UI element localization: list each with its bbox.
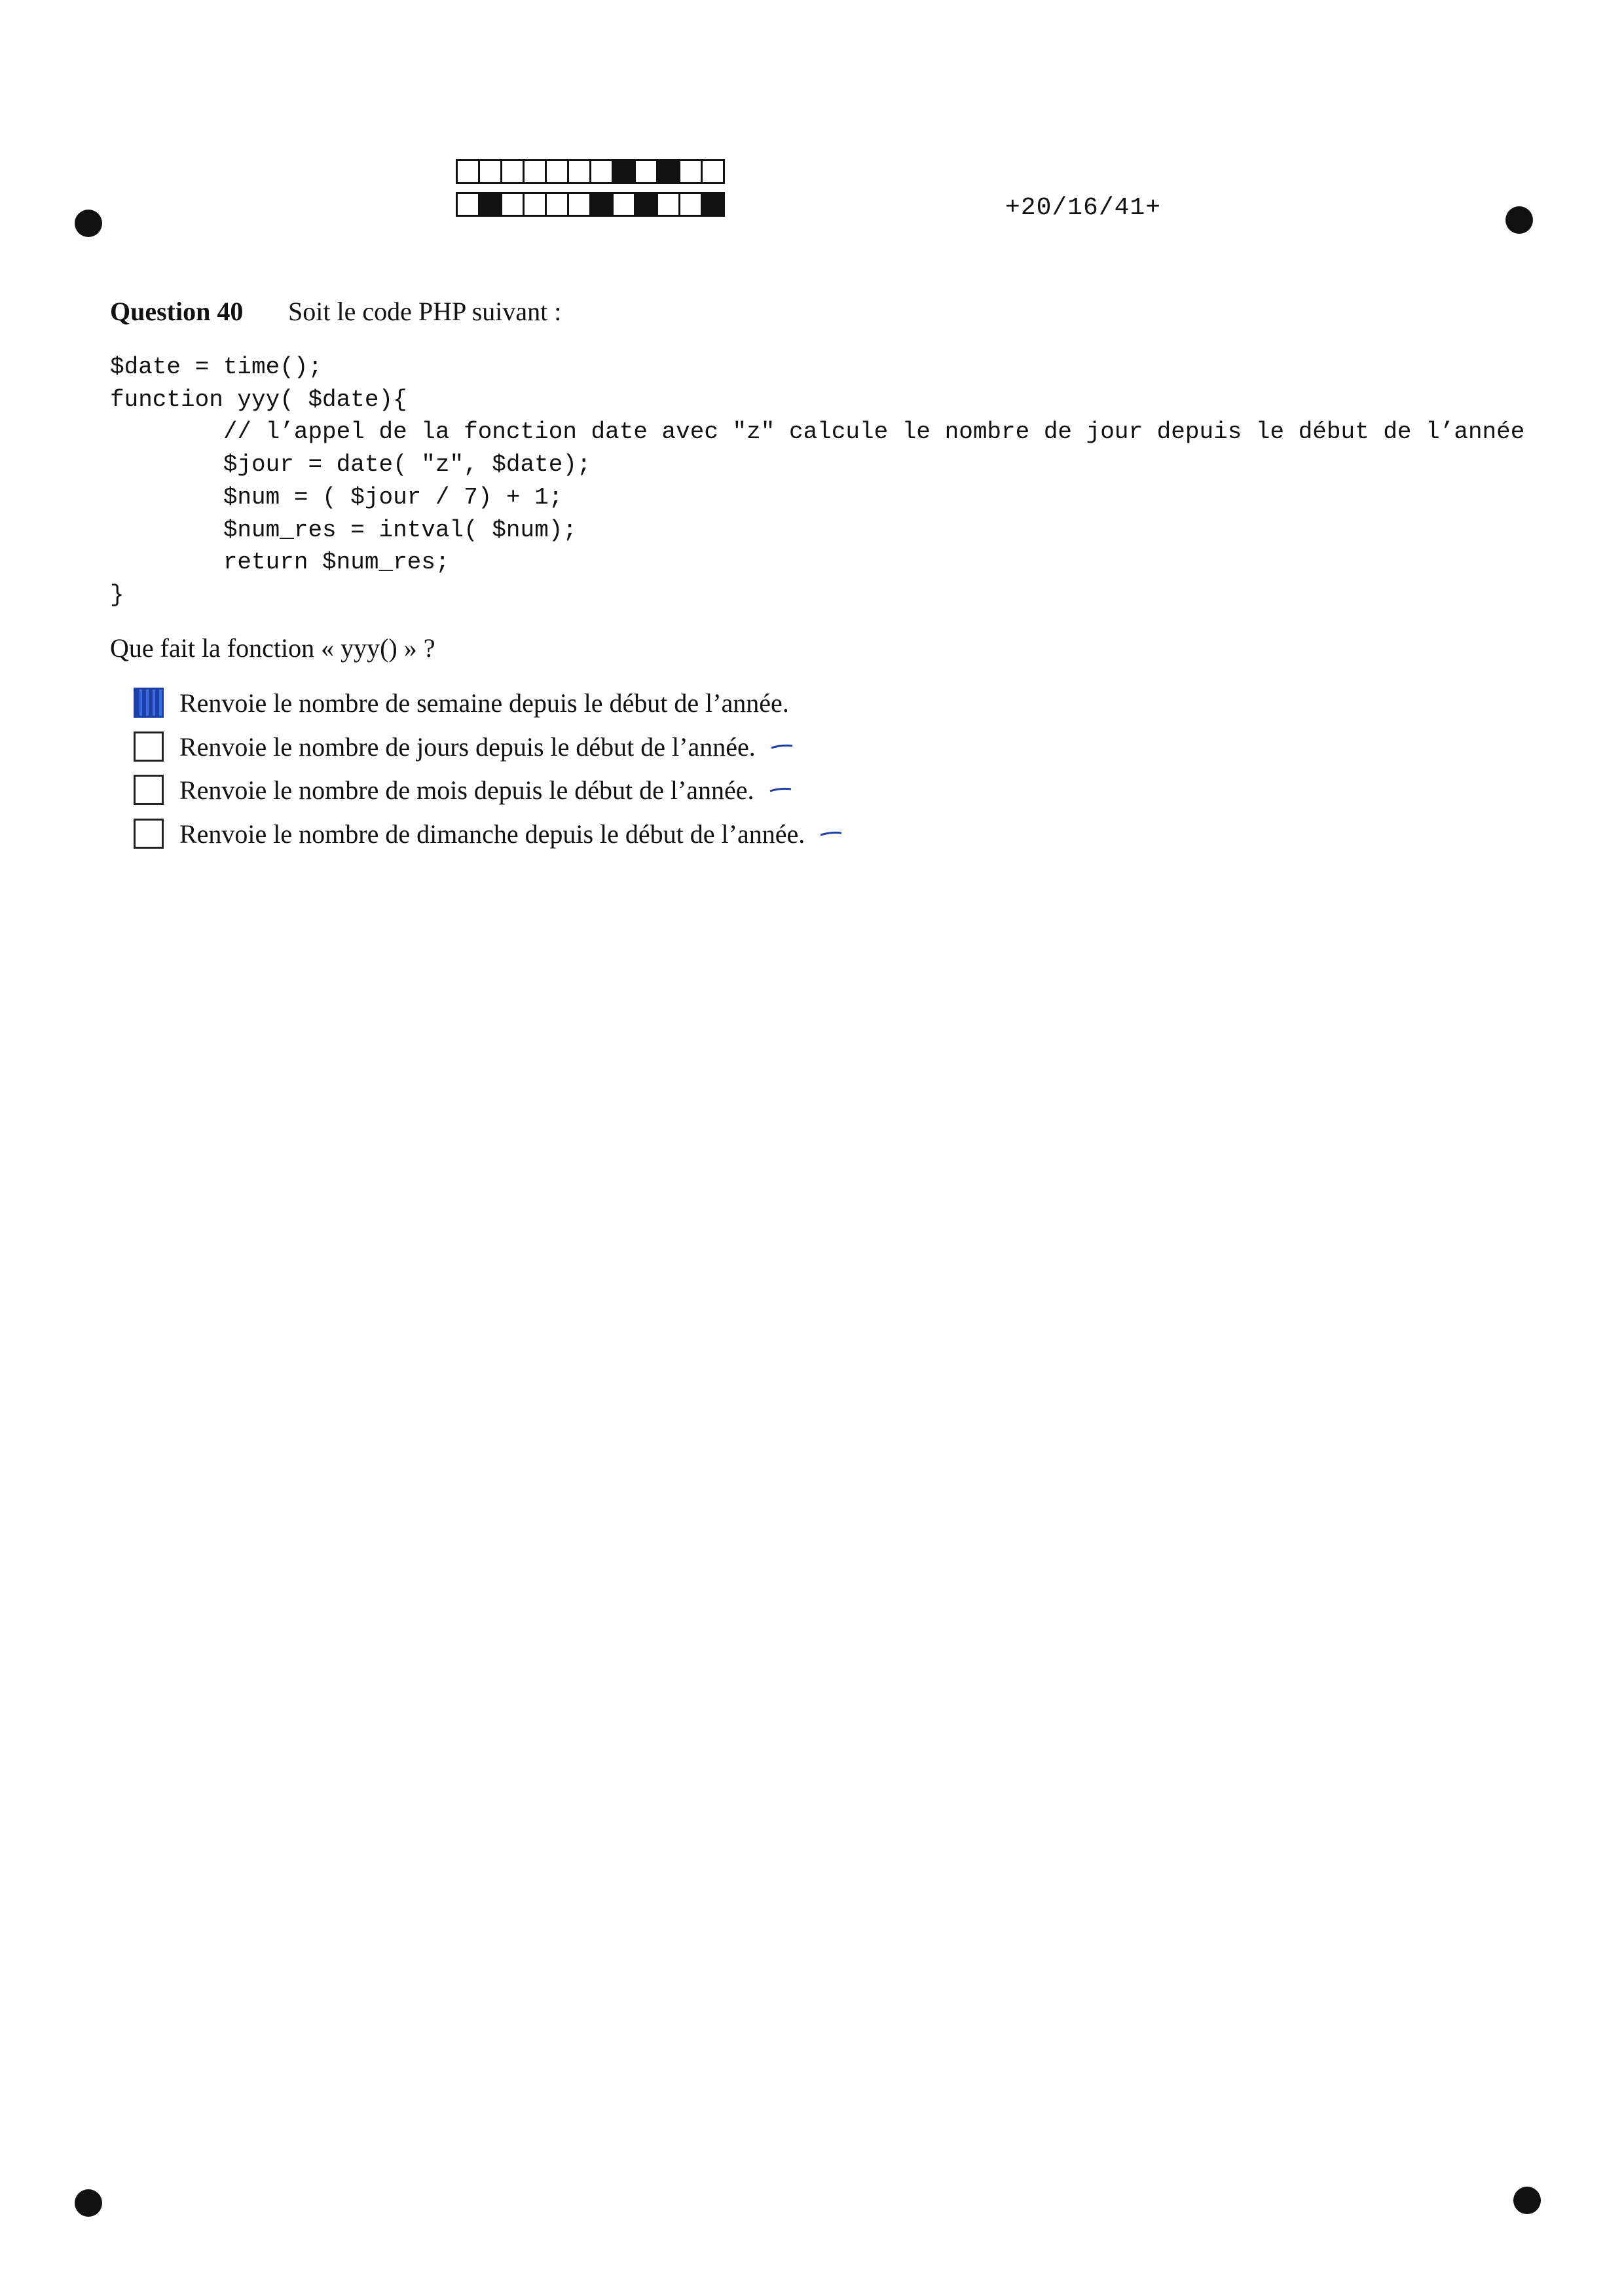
answer-checkbox[interactable] bbox=[134, 731, 164, 762]
answer-option[interactable] bbox=[134, 730, 794, 763]
question-prompt: Soit le code PHP suivant : bbox=[288, 297, 562, 326]
barcode-cell bbox=[456, 159, 480, 184]
barcode-cell bbox=[701, 159, 725, 184]
pen-mark-icon bbox=[770, 742, 794, 751]
barcode-cell bbox=[678, 192, 703, 217]
code-line: } bbox=[110, 581, 124, 608]
barcode-cell bbox=[545, 159, 569, 184]
barcode-cell bbox=[523, 159, 547, 184]
barcode-cell bbox=[656, 192, 680, 217]
barcode-cell bbox=[567, 192, 591, 217]
answer-checkbox-checked[interactable] bbox=[134, 688, 164, 718]
question-text: Que fait la fonction « yyy() » ? bbox=[110, 633, 435, 663]
pen-mark-icon bbox=[819, 829, 843, 838]
barcode-cell bbox=[612, 192, 636, 217]
barcode-cell bbox=[456, 192, 480, 217]
answer-label: Renvoie le nombre de jours depuis le début de l’année. bbox=[179, 731, 756, 762]
registration-mark-bottom-right bbox=[1513, 2187, 1541, 2214]
registration-mark-top-left bbox=[75, 210, 102, 237]
code-line: $date = time(); bbox=[110, 354, 323, 380]
barcode-cell bbox=[545, 192, 569, 217]
barcode-row-top bbox=[456, 159, 723, 184]
answer-option[interactable] bbox=[134, 686, 827, 719]
barcode-cell bbox=[500, 159, 525, 184]
barcode-cell bbox=[678, 159, 703, 184]
barcode-cell bbox=[612, 159, 636, 184]
code-line: $num_res = intval( $num); bbox=[110, 516, 577, 544]
barcode-cell bbox=[567, 159, 591, 184]
code-line: function yyy( $date){ bbox=[110, 386, 407, 413]
answer-label: Renvoie le nombre de mois depuis le début de l’année. bbox=[179, 775, 754, 805]
question-header bbox=[110, 296, 562, 327]
barcode-cell bbox=[523, 192, 547, 217]
answer-option[interactable] bbox=[134, 817, 843, 850]
question-label: Question 40 bbox=[110, 297, 244, 326]
registration-mark-bottom-left bbox=[75, 2189, 102, 2217]
barcode-cell bbox=[589, 192, 614, 217]
registration-mark-top-right bbox=[1505, 206, 1533, 234]
answer-checkbox[interactable] bbox=[134, 819, 164, 849]
pen-mark-icon bbox=[769, 785, 792, 794]
answer-label: Renvoie le nombre de semaine depuis le début de l’année. bbox=[179, 688, 789, 718]
php-code-block bbox=[110, 351, 1524, 612]
answer-checkbox[interactable] bbox=[134, 775, 164, 805]
code-line: // l’appel de la fonction date avec "z" calcule le nombre de jour depuis le début de l’année bbox=[110, 418, 1525, 446]
barcode-cell bbox=[634, 192, 658, 217]
barcode-cell bbox=[701, 192, 725, 217]
barcode-cell bbox=[478, 159, 502, 184]
barcode-cell bbox=[478, 192, 502, 217]
barcode-cell bbox=[500, 192, 525, 217]
barcode-row-bottom bbox=[456, 192, 723, 217]
code-line: $num = ( $jour / 7) + 1; bbox=[110, 483, 563, 511]
answer-label: Renvoie le nombre de dimanche depuis le début de l’année. bbox=[179, 819, 805, 849]
code-line: return $num_res; bbox=[110, 549, 450, 576]
barcode-cell bbox=[589, 159, 614, 184]
code-line: $jour = date( "z", $date); bbox=[110, 451, 591, 479]
barcode-cell bbox=[656, 159, 680, 184]
exam-id: +20/16/41+ bbox=[1005, 194, 1162, 222]
answer-option[interactable] bbox=[134, 773, 792, 806]
barcode-cell bbox=[634, 159, 658, 184]
